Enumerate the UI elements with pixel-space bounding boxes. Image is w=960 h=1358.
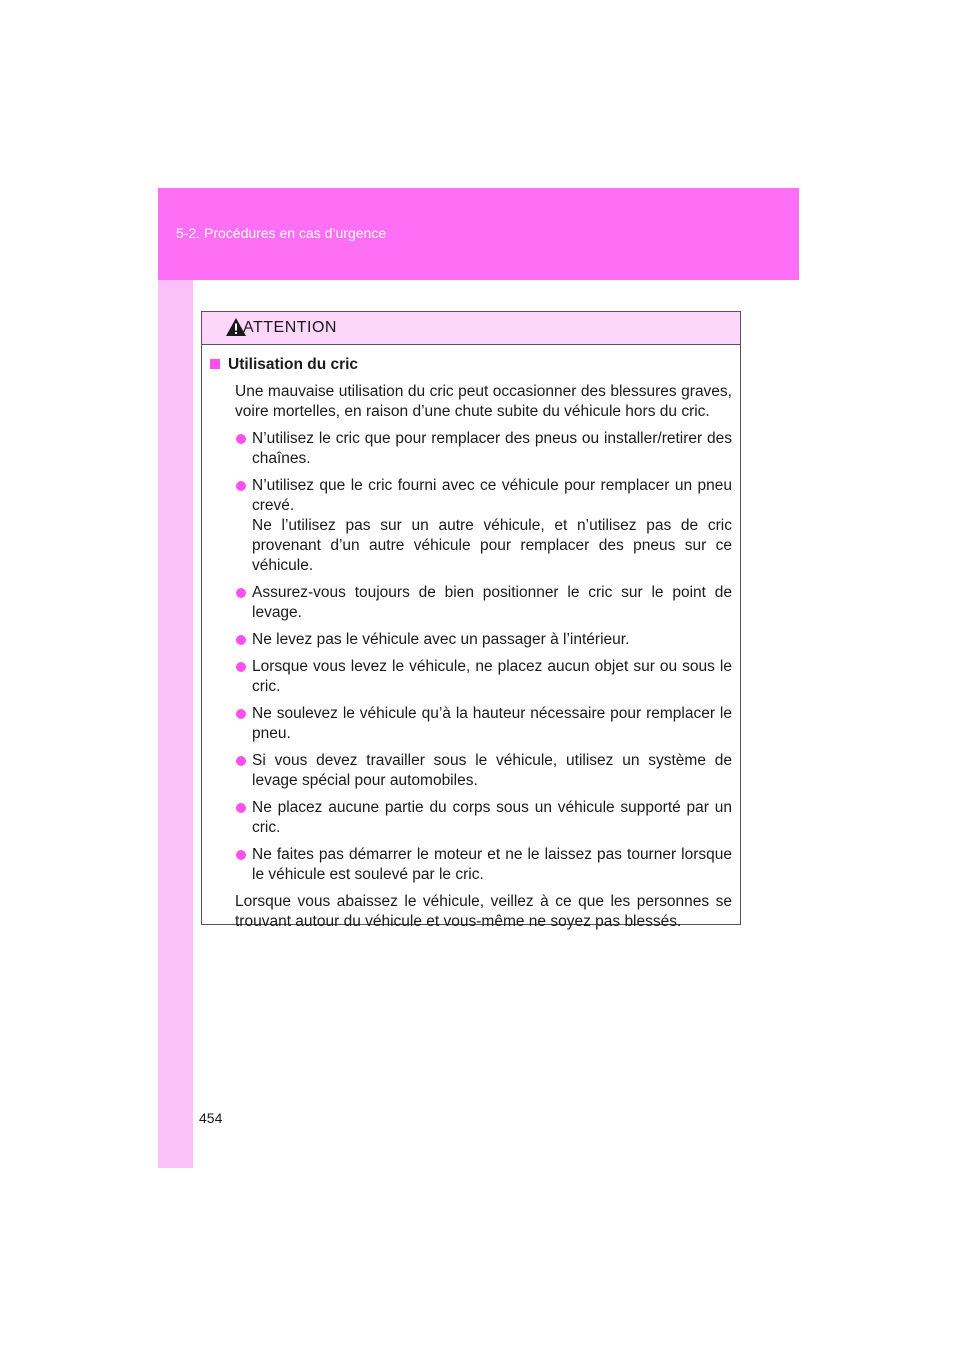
caution-intro: Une mauvaise utilisation du cric peut occasionner des blessures graves, voire mortelles, en raison d’une chute subite du véhicule hors du cric. <box>235 383 732 420</box>
page-number: 454 <box>199 1110 223 1126</box>
list-item-text: Lorsque vous levez le véhicule, ne placez aucun objet sur ou sous le cric. <box>252 658 732 695</box>
list-item-text: Ne faites pas démarrer le moteur et ne le laissez pas tourner lorsque le véhicule est soulevé par le cric. <box>252 846 732 883</box>
caution-body <box>202 345 740 932</box>
list-item <box>222 704 732 744</box>
caution-box <box>201 311 741 930</box>
caution-title: ATTENTION <box>243 319 337 336</box>
list-item-text: N’utilisez que le cric fourni avec ce véhicule pour remplacer un pneu crevé. Ne l’utilisez pas sur un autre véhicule, et n’utilisez pas de cric provenant d’un autre véhicule pour remplacer des pneus sur ce véhicule. <box>252 477 732 574</box>
list-item-text: Assurez-vous toujours de bien positionner le cric sur le point de levage. <box>252 584 732 621</box>
bullet-dot-icon <box>236 850 246 860</box>
list-item <box>222 429 732 469</box>
list-item <box>222 476 732 576</box>
subheading-text: Utilisation du cric <box>228 356 359 373</box>
list-item-text: Ne placez aucune partie du corps sous un véhicule supporté par un cric. <box>252 799 732 836</box>
bullet-dot-icon <box>236 635 246 645</box>
list-item <box>222 845 732 885</box>
list-item-text: N’utilisez le cric que pour remplacer des pneus ou installer/retirer des chaînes. <box>252 430 732 467</box>
square-bullet-icon <box>210 359 220 369</box>
bullet-dot-icon <box>236 803 246 813</box>
bullet-dot-icon <box>236 709 246 719</box>
caution-subheading <box>222 355 732 375</box>
caution-closing: Lorsque vous abaissez le véhicule, veillez à ce que les personnes se trouvant autour du véhicule et vous-même ne soyez pas blessés. <box>235 893 732 930</box>
section-title: 5-2. Procédures en cas d’urgence <box>176 225 387 241</box>
list-item <box>222 751 732 791</box>
bullet-dot-icon <box>236 756 246 766</box>
list-item-text: Si vous devez travailler sous le véhicule, utilisez un système de levage spécial pour automobiles. <box>252 752 732 789</box>
bullet-dot-icon <box>236 588 246 598</box>
list-item-text: Ne levez pas le véhicule avec un passager à l’intérieur. <box>252 631 630 648</box>
list-item <box>222 583 732 623</box>
bullet-dot-icon <box>236 481 246 491</box>
bullet-dot-icon <box>236 434 246 444</box>
bullet-dot-icon <box>236 662 246 672</box>
list-item <box>222 798 732 838</box>
list-item <box>222 657 732 697</box>
caution-header <box>202 312 740 345</box>
list-item <box>222 630 732 650</box>
list-item-text: Ne soulevez le véhicule qu’à la hauteur nécessaire pour remplacer le pneu. <box>252 705 732 742</box>
caution-bullet-list <box>222 429 732 885</box>
side-tab-strip <box>158 188 193 1168</box>
